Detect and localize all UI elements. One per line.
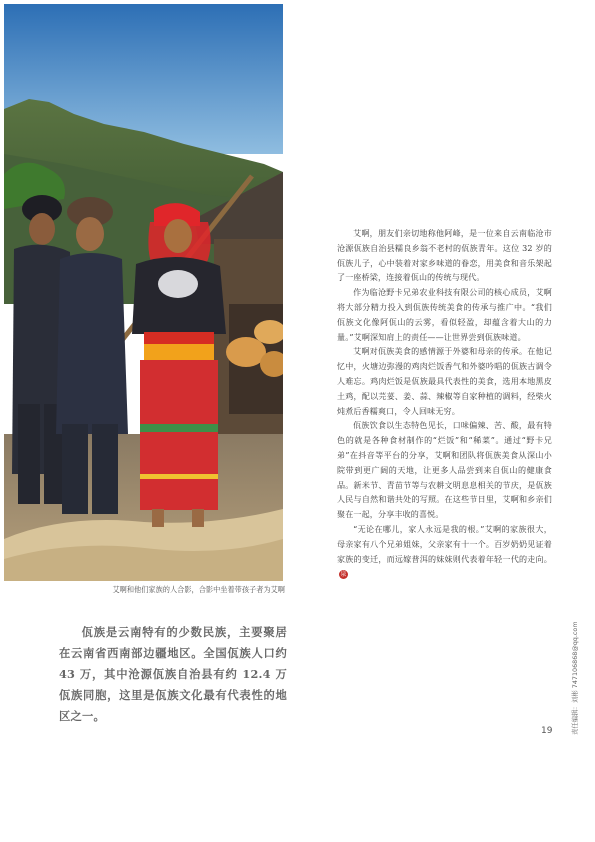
article-paragraph: 艾啊，朋友们亲切地称他阿峰，是一位来自云南临沧市沧源佤族自治县糯良乡翁不老村的佤族青年。这位 32 岁的佤族儿子，心中装着对家乡味道的眷恋，用美食和音乐架起了一座桥梁，连接着佤山的传统与现代。	[337, 229, 552, 283]
article-body	[337, 227, 552, 582]
article-paragraph-last	[337, 523, 552, 582]
intro-paragraph: 佤族是云南特有的少数民族，主要聚居在云南省西南部边疆地区。全国佤族人口约 43 万，其中沧源佤族自治县有约 12.4 万佤族同胞，这里是佤族文化最有代表性的地区之一。	[59, 625, 287, 723]
article-paragraph: 佤族饮食以生态特色见长，口味偏辣、苦、酸，最有特色的就是各种食材制作的“烂饭”和“稀菜”。通过“野卡兄弟”在抖音等平台的分享，艾啊和团队将佤族美食从深山小院带到更广阔的天地，让更多人品尝到来自佤山的健康食品。新米节、青苗节等与农耕文明息息相关的节庆，是佤族人民与自然和谐共处的写照。在这些节日里，艾啊和乡亲们聚在一起，分享丰收的喜悦。	[337, 421, 552, 520]
editor-credit	[568, 595, 578, 735]
article-paragraph: 艾啊对佤族美食的感情源于外婆和母亲的传承。在他记忆中，火塘边弥漫的鸡肉烂饭香气和外婆吟唱的佤族古调令人难忘。鸡肉烂饭是佤族最具代表性的美食，选用本地黑皮土鸡，配以芫荽、姜、蒜、辣椒等自家种植的调料，经柴火炖煮后香糯爽口，令人回味无穷。	[337, 347, 552, 416]
end-mark-icon: 泉	[340, 570, 347, 578]
editor-credit-text: 责任编辑：刘彬 747106868@qq.com	[571, 621, 579, 735]
article-paragraph-text: “无论在哪儿，家人永远是我的根。”艾啊的家族很大，母亲家有八个兄弟姐妹，父亲家有十一个。百岁奶奶见证着家族的变迁，而远嫁普洱的妹妹则代表着年轻一代的走向。	[337, 524, 552, 564]
family-photo-illustration	[4, 4, 283, 581]
page-number: 19	[541, 726, 553, 736]
family-photo	[4, 4, 283, 581]
photo-caption: 艾啊和他们家族的人合影，合影中坐着带孩子者为艾啊	[112, 585, 285, 594]
article-paragraph: 作为临沧野卡兄弟农业科技有限公司的核心成员，艾啊将大部分精力投入到佤族传统美食的传承与推广中。“我们佤族文化像阿佤山的云雾，看似轻盈，却蕴含着大山的力量。”艾啊深知肩上的责任——让世界尝到佤族味道。	[337, 288, 552, 342]
